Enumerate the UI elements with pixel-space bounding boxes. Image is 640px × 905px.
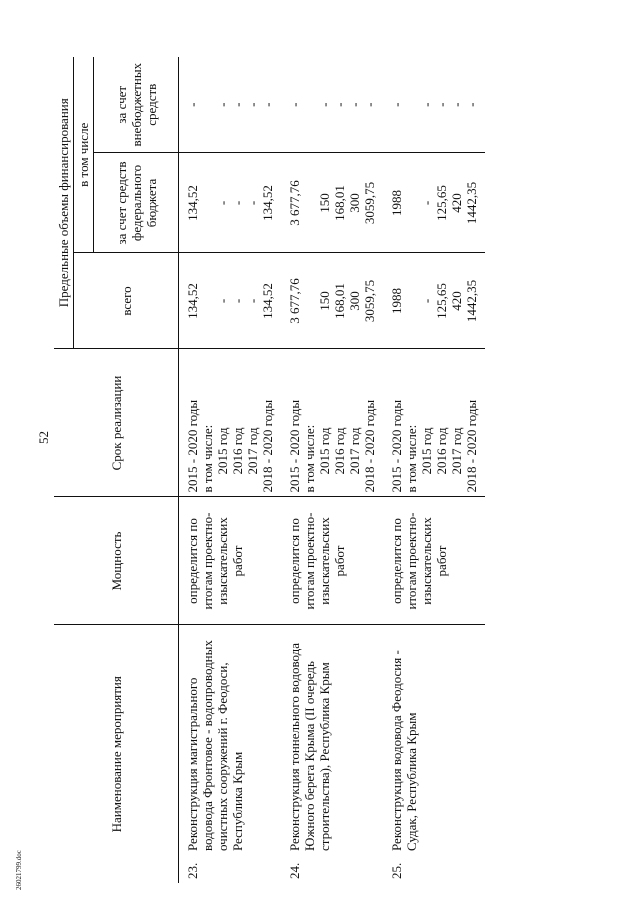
page-number: 52 bbox=[36, 431, 51, 444]
row-capacity: определится по итогам проектно-изыскательских работ bbox=[383, 497, 485, 625]
row-term: 2015 - 2020 годы в том числе: 2015 год 2016 год 2017 год 2018 - 2020 годы bbox=[281, 349, 383, 497]
header-extra: за счет внебюджетных средств bbox=[94, 57, 179, 153]
header-total: всего bbox=[74, 253, 179, 349]
row-federal: 134,52 - - - 134,52 bbox=[179, 153, 282, 253]
table-row bbox=[281, 57, 383, 883]
row-total: 134,52 - - - 134,52 bbox=[179, 253, 282, 349]
row-number: 23. bbox=[185, 862, 200, 879]
table-row bbox=[179, 57, 282, 883]
header-federal: за счет средств федерального бюджета bbox=[94, 153, 179, 253]
row-capacity: определится по итогам проектно-изыскательских работ bbox=[281, 497, 383, 625]
row-federal: 1988 - 125,65 420 1442,35 bbox=[383, 153, 485, 253]
row-extra: - - - - - bbox=[383, 57, 485, 153]
row-total: 3 677,76 150 168,01 300 3059,75 bbox=[281, 253, 383, 349]
row-total: 1988 - 125,65 420 1442,35 bbox=[383, 253, 485, 349]
row-name: Реконструкция водовода Феодосия - Судак, Республика Крым bbox=[389, 650, 419, 851]
row-name: Реконструкция магистрального водовода Фронтовое - водопроводных очистных сооружений г. Феодоси, Республика Крым bbox=[185, 640, 245, 851]
row-capacity: определится по итогам проектно-изыскательских работ bbox=[179, 497, 282, 625]
document-id: 26021799.doc bbox=[15, 850, 23, 890]
row-federal: 3 677,76 150 168,01 300 3059,75 bbox=[281, 153, 383, 253]
header-capacity: Мощность bbox=[54, 497, 179, 625]
rotated-table-container bbox=[54, 57, 604, 883]
row-name: Реконструкция тоннельного водовода Южного берега Крыма (II очередь строительства), Республика Крым bbox=[287, 642, 332, 851]
row-extra: - - - - - bbox=[179, 57, 282, 153]
funding-table bbox=[54, 57, 485, 883]
table-row bbox=[383, 57, 485, 883]
row-term: 2015 - 2020 годы в том числе: 2015 год 2016 год 2017 год 2018 - 2020 годы bbox=[383, 349, 485, 497]
row-number: 25. bbox=[389, 862, 404, 879]
header-including: в том числе bbox=[74, 57, 94, 253]
row-number: 24. bbox=[287, 862, 302, 879]
row-term: 2015 - 2020 годы в том числе: 2015 год 2016 год 2017 год 2018 - 2020 годы bbox=[179, 349, 282, 497]
header-term: Срок реализации bbox=[54, 349, 179, 497]
row-extra: - - - - - bbox=[281, 57, 383, 153]
header-funding: Предельные объемы финансирования bbox=[54, 57, 74, 349]
header-name: Наименование мероприятия bbox=[54, 625, 179, 883]
